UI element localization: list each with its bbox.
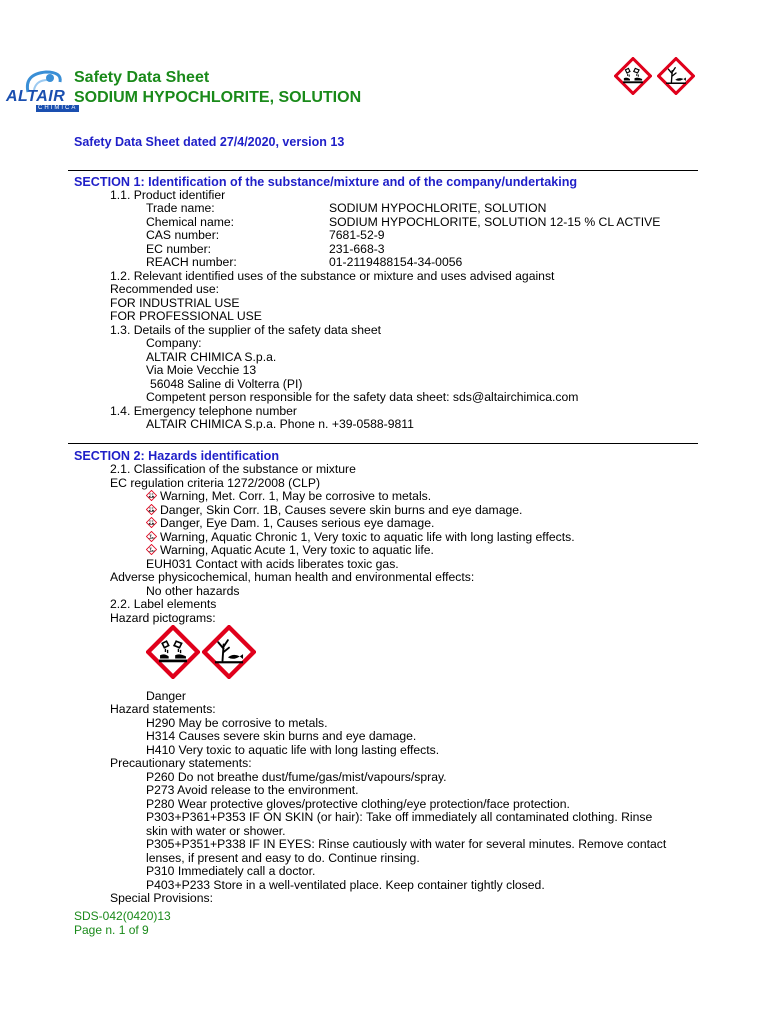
classification-text: Danger, Eye Dam. 1, Causes serious eye damage. (160, 516, 435, 530)
page-number: Page n. 1 of 9 (74, 923, 149, 937)
corrosion-pictogram-icon (614, 57, 652, 95)
document-title: Safety Data Sheet (74, 69, 210, 86)
precautionary-statement: P280 Wear protective gloves/protective clothing/eye protection/face protection. (146, 797, 570, 811)
ec-number-label: EC number: (146, 242, 212, 256)
precautionary-label: Precautionary statements: (110, 756, 252, 770)
corrosion-pictogram-icon (146, 625, 200, 679)
section2-divider (68, 443, 698, 444)
logo-subtext: CHIMICA (38, 105, 78, 111)
subsection-1-3: 1.3. Details of the supplier of the safety data sheet (110, 323, 381, 337)
hazard-statement: H314 Causes severe skin burns and eye damage. (146, 729, 417, 743)
classification-item (146, 517, 434, 530)
classification-text: Warning, Aquatic Acute 1, Very toxic to aquatic life. (160, 543, 434, 557)
adverse-effects-label: Adverse physicochemical, human health and environmental effects: (110, 570, 475, 584)
classification-text: Warning, Aquatic Chronic 1, Very toxic to aquatic life with long lasting effects. (160, 530, 575, 544)
trade-name-label: Trade name: (146, 201, 215, 215)
classification-item (146, 490, 431, 503)
chemical-name-label: Chemical name: (146, 215, 235, 229)
emergency-phone: ALTAIR CHIMICA S.p.a. Phone n. +39-0588-9811 (146, 417, 414, 431)
environment-pictogram-icon (146, 544, 157, 555)
subsection-2-1: 2.1. Classification of the substance or mixture (110, 462, 356, 476)
classification-text: Warning, Met. Corr. 1, May be corrosive to metals. (160, 489, 432, 503)
precautionary-statement: P273 Avoid release to the environment. (146, 783, 359, 797)
hazard-statements-label: Hazard statements: (110, 702, 216, 716)
subsection-1-1: 1.1. Product identifier (110, 188, 226, 202)
company-label: Company: (146, 336, 202, 350)
classification-item (146, 544, 434, 557)
environment-pictogram-icon (146, 531, 157, 542)
sds-date-version: Safety Data Sheet dated 27/4/2020, version 13 (74, 135, 345, 149)
precautionary-statement: P260 Do not breathe dust/fume/gas/mist/vapours/spray. (146, 770, 447, 784)
hazard-pictograms-label: Hazard pictograms: (110, 611, 216, 625)
trade-name-value: SODIUM HYPOCHLORITE, SOLUTION (329, 201, 547, 215)
corrosion-pictogram-icon (146, 490, 157, 501)
section1-divider (68, 170, 698, 171)
reach-number-value: 01-2119488154-34-0056 (329, 255, 463, 269)
chemical-name-value: SODIUM HYPOCHLORITE, SOLUTION 12-15 % CL ACTIVE (329, 215, 661, 229)
special-provisions-label: Special Provisions: (110, 891, 213, 905)
precautionary-statement-cont: lenses, if present and easy to do. Continue rinsing. (146, 851, 420, 865)
precautionary-statement: P305+P351+P338 IF IN EYES: Rinse cautiously with water for several minutes. Remove contact (146, 837, 667, 851)
cas-number-value: 7681-52-9 (329, 228, 385, 242)
company-name: ALTAIR CHIMICA S.p.a. (146, 350, 277, 364)
address-line-2: 56048 Saline di Volterra (PI) (150, 377, 303, 391)
hazard-statement: H290 May be corrosive to metals. (146, 716, 328, 730)
environment-pictogram-icon (657, 57, 695, 95)
euh031-statement: EUH031 Contact with acids liberates toxic gas. (146, 557, 399, 571)
document-code: SDS-042(0420)13 (74, 909, 171, 923)
no-other-hazards: No other hazards (146, 584, 240, 598)
ec-regulation: EC regulation criteria 1272/2008 (CLP) (110, 476, 321, 490)
subsection-2-2: 2.2. Label elements (110, 597, 217, 611)
product-title: SODIUM HYPOCHLORITE, SOLUTION (74, 89, 362, 106)
logo-text: ALTAIR (6, 88, 66, 105)
precautionary-statement: P403+P233 Store in a well-ventilated place. Keep container tightly closed. (146, 878, 545, 892)
environment-pictogram-icon (202, 625, 256, 679)
corrosion-pictogram-icon (146, 517, 157, 528)
recommended-use-label: Recommended use: (110, 282, 220, 296)
reach-number-label: REACH number: (146, 255, 237, 269)
company-logo (6, 68, 78, 112)
subsection-1-4: 1.4. Emergency telephone number (110, 404, 297, 418)
section2-title: SECTION 2: Hazards identification (74, 449, 280, 463)
address-line-1: Via Moie Vecchie 13 (146, 363, 257, 377)
competent-person: Competent person responsible for the safety data sheet: sds@altairchimica.com (146, 390, 579, 404)
subsection-1-2: 1.2. Relevant identified uses of the substance or mixture and uses advised against (110, 269, 555, 283)
ec-number-value: 231-668-3 (329, 242, 385, 256)
precautionary-statement-cont: skin with water or shower. (146, 824, 286, 838)
classification-text: Danger, Skin Corr. 1B, Causes severe skin burns and eye damage. (160, 503, 523, 517)
section1-title: SECTION 1: Identification of the substance/mixture and of the company/undertaking (74, 175, 578, 189)
use-professional: FOR PROFESSIONAL USE (110, 309, 262, 323)
corrosion-pictogram-icon (146, 504, 157, 515)
cas-number-label: CAS number: (146, 228, 220, 242)
use-industrial: FOR INDUSTRIAL USE (110, 296, 240, 310)
hazard-statement: H410 Very toxic to aquatic life with long lasting effects. (146, 743, 440, 757)
precautionary-statement: P303+P361+P353 IF ON SKIN (or hair): Take off immediately all contaminated clothing. Rinse (146, 810, 653, 824)
signal-word: Danger (146, 689, 186, 703)
precautionary-statement: P310 Immediately call a doctor. (146, 864, 316, 878)
